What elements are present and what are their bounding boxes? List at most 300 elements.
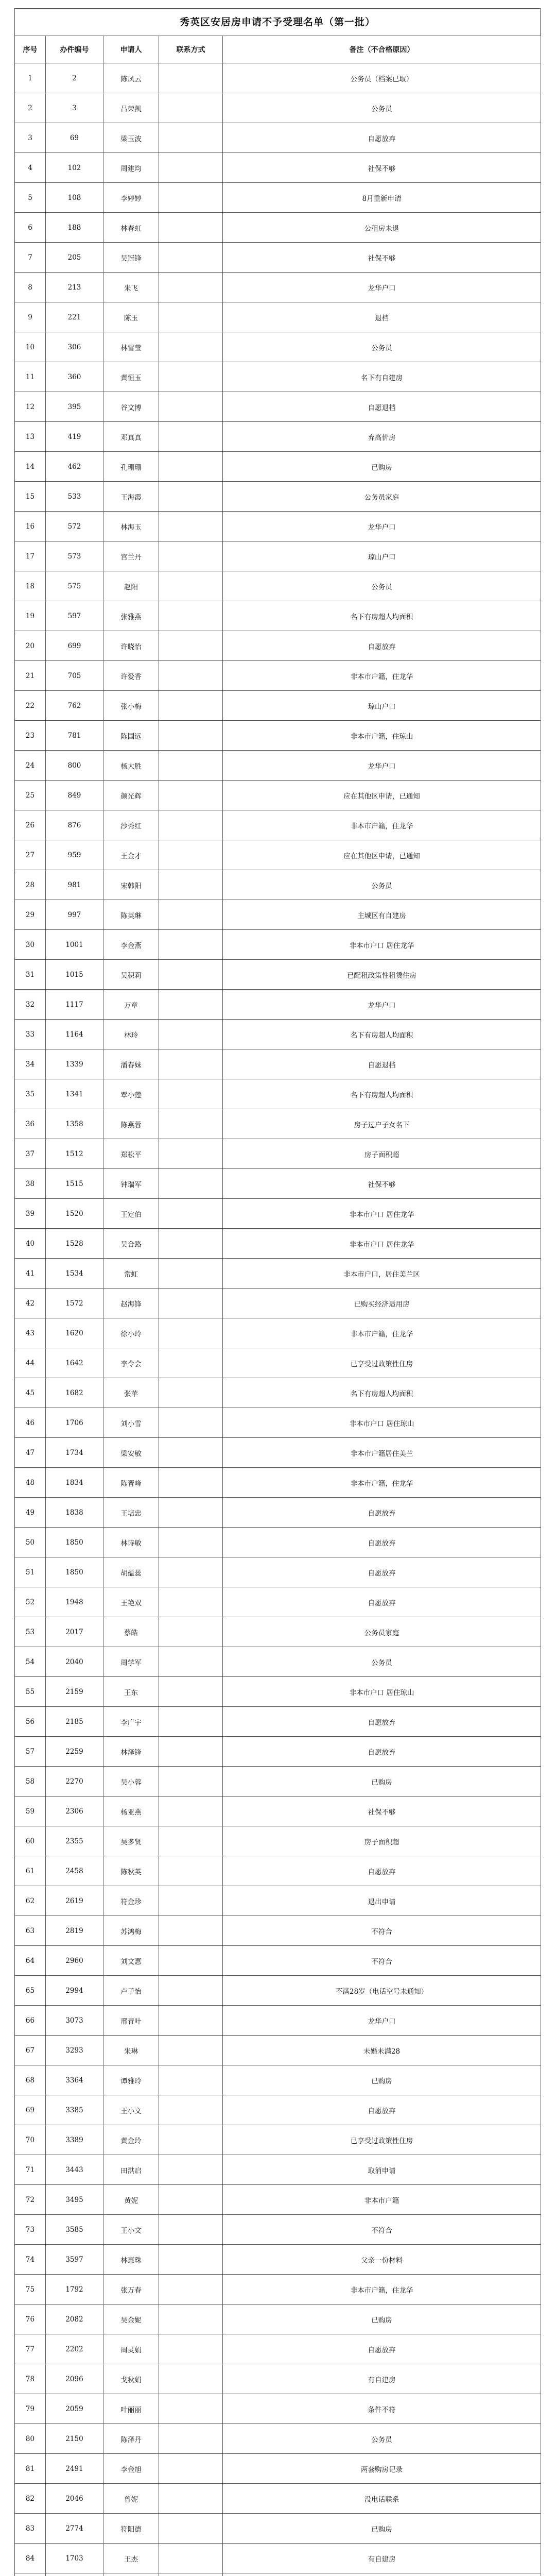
cell-case-number: 597	[46, 601, 103, 631]
cell-case-number: 3597	[46, 2245, 103, 2275]
cell-remarks: 非本市户口，居住美兰区	[223, 1259, 541, 1289]
cell-index: 19	[15, 601, 46, 631]
cell-applicant: 邓真真	[103, 422, 159, 452]
table-row	[15, 153, 541, 183]
cell-index: 57	[15, 1737, 46, 1767]
cell-remarks: 龙华户口	[223, 273, 541, 302]
cell-remarks: 自愿放弃	[223, 2095, 541, 2125]
cell-applicant: 林诗敏	[103, 1528, 159, 1557]
table-row	[15, 1826, 541, 1856]
cell-case-number: 3389	[46, 2125, 103, 2155]
cell-contact	[159, 1229, 223, 1259]
table-row	[15, 422, 541, 452]
cell-case-number: 1015	[46, 960, 103, 990]
cell-remarks: 名下有房超人均面积	[223, 1020, 541, 1049]
table-row	[15, 302, 541, 332]
cell-index: 68	[15, 2065, 46, 2095]
cell-applicant: 钟瑞军	[103, 1169, 159, 1199]
cell-case-number: 3385	[46, 2095, 103, 2125]
cell-case-number: 2082	[46, 2304, 103, 2334]
cell-applicant: 朱飞	[103, 273, 159, 302]
cell-applicant: 吴冠锋	[103, 243, 159, 273]
cell-applicant: 王定伯	[103, 1199, 159, 1229]
cell-applicant: 赵海锋	[103, 1289, 159, 1318]
cell-applicant: 陈泽丹	[103, 2424, 159, 2454]
cell-index: 66	[15, 2006, 46, 2036]
cell-contact	[159, 2155, 223, 2185]
table-row	[15, 1797, 541, 1826]
cell-index: 56	[15, 1707, 46, 1737]
cell-case-number: 205	[46, 243, 103, 273]
table-row	[15, 332, 541, 362]
cell-remarks: 社保不够	[223, 243, 541, 273]
cell-applicant: 陈晋峰	[103, 1468, 159, 1498]
cell-remarks: 已配租政策性租赁住房	[223, 960, 541, 990]
cell-contact	[159, 1557, 223, 1587]
cell-index: 55	[15, 1677, 46, 1707]
cell-applicant: 苏鸿梅	[103, 1916, 159, 1946]
cell-contact	[159, 1677, 223, 1707]
cell-applicant: 王艳双	[103, 1587, 159, 1617]
cell-contact	[159, 1378, 223, 1408]
cell-index: 7	[15, 243, 46, 273]
cell-remarks: 两套购房记录	[223, 2454, 541, 2484]
cell-contact	[159, 1169, 223, 1199]
cell-case-number: 3364	[46, 2065, 103, 2095]
cell-remarks: 龙华户口	[223, 2006, 541, 2036]
table-row	[15, 392, 541, 422]
cell-case-number: 2960	[46, 1946, 103, 1976]
cell-remarks: 房子面积超	[223, 1826, 541, 1856]
cell-contact	[159, 1528, 223, 1557]
cell-case-number: 2150	[46, 2424, 103, 2454]
cell-contact	[159, 1826, 223, 1856]
cell-case-number: 1001	[46, 930, 103, 960]
cell-case-number: 572	[46, 512, 103, 541]
cell-contact	[159, 2304, 223, 2334]
cell-remarks: 应在其他区申请，已通知	[223, 840, 541, 870]
table-row	[15, 601, 541, 631]
table-row	[15, 452, 541, 482]
col-header-remarks: 备注（不合格原因）	[223, 36, 541, 63]
cell-applicant: 赵阳	[103, 571, 159, 601]
cell-contact	[159, 1707, 223, 1737]
cell-remarks: 自愿放弃	[223, 1528, 541, 1557]
cell-index: 18	[15, 571, 46, 601]
cell-remarks: 名下有自建房	[223, 362, 541, 392]
cell-contact	[159, 1259, 223, 1289]
table-row	[15, 2006, 541, 2036]
table-row	[15, 751, 541, 781]
cell-index: 24	[15, 751, 46, 781]
table-row	[15, 1318, 541, 1348]
cell-contact	[159, 1946, 223, 1976]
cell-contact	[159, 2275, 223, 2304]
table-row	[15, 1677, 541, 1707]
cell-applicant: 宋韩阳	[103, 870, 159, 900]
cell-case-number: 1948	[46, 1587, 103, 1617]
cell-applicant: 黄恒玉	[103, 362, 159, 392]
cell-remarks: 名下有房超人均面积	[223, 1378, 541, 1408]
cell-remarks: 条件不符	[223, 2394, 541, 2424]
cell-contact	[159, 661, 223, 691]
table-row	[15, 1617, 541, 1647]
cell-remarks: 房子过户子女名下	[223, 1109, 541, 1139]
cell-applicant: 黄妮	[103, 2185, 159, 2215]
cell-case-number: 1682	[46, 1378, 103, 1408]
cell-index: 1	[15, 63, 46, 93]
cell-applicant: 林玲	[103, 1020, 159, 1049]
table-row	[15, 661, 541, 691]
cell-remarks: 父亲一份材料	[223, 2245, 541, 2275]
cell-index: 77	[15, 2334, 46, 2364]
cell-remarks: 非本市户籍	[223, 2185, 541, 2215]
cell-case-number: 699	[46, 631, 103, 661]
cell-case-number: 3585	[46, 2215, 103, 2245]
cell-applicant: 周建均	[103, 153, 159, 183]
cell-applicant: 王小文	[103, 2095, 159, 2125]
cell-case-number: 2	[46, 63, 103, 93]
cell-case-number: 573	[46, 541, 103, 571]
cell-remarks: 不符合	[223, 1946, 541, 1976]
cell-remarks: 龙华户口	[223, 512, 541, 541]
cell-contact	[159, 1289, 223, 1318]
cell-case-number: 1572	[46, 1289, 103, 1318]
cell-applicant: 田洪启	[103, 2155, 159, 2185]
cell-index: 23	[15, 721, 46, 751]
cell-remarks: 已购买经济适用房	[223, 1289, 541, 1318]
table-row	[15, 1378, 541, 1408]
table-row	[15, 1020, 541, 1049]
cell-contact	[159, 482, 223, 512]
cell-case-number: 2619	[46, 1886, 103, 1916]
cell-applicant: 吕荣凯	[103, 93, 159, 123]
cell-applicant: 陈凤云	[103, 63, 159, 93]
cell-case-number: 2355	[46, 1826, 103, 1856]
cell-applicant: 林海玉	[103, 512, 159, 541]
cell-case-number: 188	[46, 213, 103, 243]
cell-index: 39	[15, 1199, 46, 1229]
cell-contact	[159, 541, 223, 571]
cell-contact	[159, 213, 223, 243]
cell-remarks: 公务员	[223, 571, 541, 601]
cell-applicant: 李金旭	[103, 2454, 159, 2484]
cell-case-number: 3293	[46, 2036, 103, 2065]
cell-case-number: 781	[46, 721, 103, 751]
cell-case-number: 2059	[46, 2394, 103, 2424]
cell-case-number: 306	[46, 332, 103, 362]
cell-remarks: 已购房	[223, 1767, 541, 1797]
cell-case-number: 849	[46, 781, 103, 810]
cell-contact	[159, 810, 223, 840]
cell-index: 20	[15, 631, 46, 661]
table-row	[15, 2484, 541, 2514]
cell-remarks: 琼山户口	[223, 541, 541, 571]
cell-contact	[159, 2573, 223, 2576]
cell-remarks: 自愿放弃	[223, 2334, 541, 2364]
table-row	[15, 2185, 541, 2215]
cell-case-number: 997	[46, 900, 103, 930]
cell-case-number: 2159	[46, 1677, 103, 1707]
cell-remarks: 社保不够	[223, 153, 541, 183]
cell-applicant: 卢子怡	[103, 1976, 159, 2006]
cell-applicant: 吴多贤	[103, 1826, 159, 1856]
cell-remarks	[223, 2573, 541, 2576]
cell-case-number: 1850	[46, 1528, 103, 1557]
cell-applicant: 孔珊珊	[103, 452, 159, 482]
cell-applicant: 刘小雪	[103, 1408, 159, 1438]
cell-index: 11	[15, 362, 46, 392]
cell-contact	[159, 93, 223, 123]
cell-contact	[159, 1976, 223, 2006]
cell-case-number: 1528	[46, 1229, 103, 1259]
cell-remarks: 自愿放弃	[223, 1856, 541, 1886]
cell-case-number: 69	[46, 123, 103, 153]
cell-index: 44	[15, 1348, 46, 1378]
cell-applicant: 林雪莹	[103, 332, 159, 362]
cell-index: 13	[15, 422, 46, 452]
cell-case-number: 395	[46, 392, 103, 422]
cell-applicant: 常虹	[103, 1259, 159, 1289]
table-row	[15, 273, 541, 302]
cell-applicant: 王金才	[103, 840, 159, 870]
cell-applicant: 宫兰丹	[103, 541, 159, 571]
cell-case-number: 1734	[46, 1438, 103, 1468]
cell-remarks: 已购房	[223, 452, 541, 482]
cell-case-number: 1339	[46, 1049, 103, 1079]
cell-applicant: 杨大胜	[103, 751, 159, 781]
cell-contact	[159, 1886, 223, 1916]
cell-case-number: 2774	[46, 2514, 103, 2544]
cell-applicant: 张苹	[103, 1378, 159, 1408]
cell-applicant: 陈燕蓉	[103, 1109, 159, 1139]
cell-remarks: 房子面积超	[223, 1139, 541, 1169]
cell-index: 9	[15, 302, 46, 332]
cell-contact	[159, 2006, 223, 2036]
cell-applicant: 王杰	[103, 2544, 159, 2573]
header-row	[15, 36, 541, 63]
table-row	[15, 1169, 541, 1199]
cell-applicant: 许晓怡	[103, 631, 159, 661]
cell-applicant: 陈秋英	[103, 1856, 159, 1886]
cell-case-number: 2458	[46, 1856, 103, 1886]
cell-contact	[159, 273, 223, 302]
cell-remarks: 有自建房	[223, 2544, 541, 2573]
cell-contact	[159, 1767, 223, 1797]
cell-case-number: 959	[46, 840, 103, 870]
cell-contact	[159, 123, 223, 153]
cell-index: 59	[15, 1797, 46, 1826]
cell-case-number: 3	[46, 93, 103, 123]
cell-case-number: 1838	[46, 1498, 103, 1528]
cell-remarks: 自愿退档	[223, 1049, 541, 1079]
cell-remarks: 自愿放弃	[223, 1737, 541, 1767]
cell-remarks: 主城区有自建房	[223, 900, 541, 930]
table-row	[15, 1229, 541, 1259]
list-title: 秀英区安居房申请不予受理名单（第一批）	[14, 8, 541, 36]
cell-contact	[159, 452, 223, 482]
cell-applicant: 朱琳	[103, 2036, 159, 2065]
cell-applicant: 沙秀红	[103, 810, 159, 840]
cell-index: 74	[15, 2245, 46, 2275]
cell-case-number: 2994	[46, 1976, 103, 2006]
cell-applicant	[103, 2573, 159, 2576]
cell-contact	[159, 2424, 223, 2454]
table-row	[15, 243, 541, 273]
cell-case-number: 2819	[46, 1916, 103, 1946]
cell-remarks: 非本市户口 居住龙华	[223, 930, 541, 960]
table-row	[15, 1767, 541, 1797]
cell-case-number: 1850	[46, 1557, 103, 1587]
cell-case-number: 1512	[46, 1139, 103, 1169]
col-header-index: 序号	[15, 36, 46, 63]
cell-contact	[159, 512, 223, 541]
table-row	[15, 1139, 541, 1169]
cell-contact	[159, 601, 223, 631]
cell-index: 12	[15, 392, 46, 422]
cell-index: 52	[15, 1587, 46, 1617]
cell-remarks: 公务员家庭	[223, 1617, 541, 1647]
cell-contact	[159, 781, 223, 810]
cell-remarks: 公务员	[223, 2424, 541, 2454]
table-row	[15, 2334, 541, 2364]
cell-contact	[159, 362, 223, 392]
table-body	[15, 63, 541, 2576]
cell-contact	[159, 930, 223, 960]
table-row	[15, 1856, 541, 1886]
table-row	[15, 571, 541, 601]
cell-index: 29	[15, 900, 46, 930]
cell-case-number: 1620	[46, 1318, 103, 1348]
cell-contact	[159, 1916, 223, 1946]
table-row	[15, 1707, 541, 1737]
cell-contact	[159, 2394, 223, 2424]
cell-index: 71	[15, 2155, 46, 2185]
cell-applicant: 李婷婷	[103, 183, 159, 213]
cell-applicant: 谭雅玲	[103, 2065, 159, 2095]
cell-applicant: 戈秋娟	[103, 2364, 159, 2394]
cell-index: 79	[15, 2394, 46, 2424]
cell-contact	[159, 422, 223, 452]
cell-case-number: 2040	[46, 1647, 103, 1677]
cell-index: 53	[15, 1617, 46, 1647]
table-row	[15, 1737, 541, 1767]
cell-contact	[159, 960, 223, 990]
cell-index: 83	[15, 2514, 46, 2544]
table-row	[15, 2036, 541, 2065]
cell-applicant: 梁安敏	[103, 1438, 159, 1468]
cell-index: 46	[15, 1408, 46, 1438]
cell-remarks: 自愿放弃	[223, 1498, 541, 1528]
cell-remarks: 已享受过政策性住房	[223, 2125, 541, 2155]
table-row	[15, 870, 541, 900]
cell-contact	[159, 63, 223, 93]
cell-case-number: 1341	[46, 1079, 103, 1109]
cell-applicant: 吴合路	[103, 1229, 159, 1259]
table-row	[15, 930, 541, 960]
cell-case-number: 2306	[46, 1797, 103, 1826]
table-row	[15, 1259, 541, 1289]
table-row	[15, 1976, 541, 2006]
table-row	[15, 512, 541, 541]
cell-remarks: 已购房	[223, 2304, 541, 2334]
cell-index: 4	[15, 153, 46, 183]
table-row	[15, 1438, 541, 1468]
cell-applicant: 林春虹	[103, 213, 159, 243]
cell-index: 25	[15, 781, 46, 810]
cell-index: 45	[15, 1378, 46, 1408]
cell-contact	[159, 2454, 223, 2484]
table-row	[15, 63, 541, 93]
cell-contact	[159, 900, 223, 930]
cell-contact	[159, 571, 223, 601]
cell-contact	[159, 2125, 223, 2155]
cell-applicant: 周学军	[103, 1647, 159, 1677]
cell-contact	[159, 2484, 223, 2514]
cell-case-number: 419	[46, 422, 103, 452]
table-row	[15, 781, 541, 810]
table-row	[15, 362, 541, 392]
cell-remarks: 自愿放弃	[223, 1557, 541, 1587]
table-row	[15, 2514, 541, 2544]
col-header-contact: 联系方式	[159, 36, 223, 63]
cell-index: 32	[15, 990, 46, 1020]
table-row	[15, 1557, 541, 1587]
cell-remarks: 自愿放弃	[223, 1707, 541, 1737]
cell-remarks: 非本市户口 居住龙华	[223, 1229, 541, 1259]
cell-index: 65	[15, 1976, 46, 2006]
cell-case-number: 2046	[46, 2484, 103, 2514]
cell-case-number: 221	[46, 302, 103, 332]
cell-index: 50	[15, 1528, 46, 1557]
table-row	[15, 1647, 541, 1677]
cell-index: 6	[15, 213, 46, 243]
cell-index: 61	[15, 1856, 46, 1886]
cell-case-number: 2096	[46, 2364, 103, 2394]
cell-applicant: 曾妮	[103, 2484, 159, 2514]
cell-case-number: 800	[46, 751, 103, 781]
cell-index: 69	[15, 2095, 46, 2125]
cell-applicant: 李金燕	[103, 930, 159, 960]
cell-remarks: 公务员	[223, 870, 541, 900]
cell-applicant: 郑松平	[103, 1139, 159, 1169]
cell-applicant: 陈国远	[103, 721, 159, 751]
cell-index: 60	[15, 1826, 46, 1856]
rejection-table	[14, 36, 541, 2576]
cell-contact	[159, 1856, 223, 1886]
cell-contact	[159, 2095, 223, 2125]
cell-case-number: 2270	[46, 1767, 103, 1797]
cell-applicant: 杨亚燕	[103, 1797, 159, 1826]
cell-applicant: 李令会	[103, 1348, 159, 1378]
cell-remarks: 没电话联系	[223, 2484, 541, 2514]
cell-remarks: 非本市户籍，住龙华	[223, 661, 541, 691]
cell-applicant: 王东	[103, 1677, 159, 1707]
cell-remarks: 非本市户口 居住琼山	[223, 1408, 541, 1438]
cell-remarks: 非本市户籍，住龙华	[223, 1318, 541, 1348]
cell-remarks: 非本市户口 居住龙华	[223, 1199, 541, 1229]
cell-contact	[159, 751, 223, 781]
cell-case-number: 102	[46, 153, 103, 183]
table-row	[15, 2275, 541, 2304]
cell-remarks: 龙华户口	[223, 990, 541, 1020]
cell-index: 62	[15, 1886, 46, 1916]
cell-applicant: 梁玉波	[103, 123, 159, 153]
table-row	[15, 213, 541, 243]
cell-applicant: 黄金玲	[103, 2125, 159, 2155]
table-row	[15, 960, 541, 990]
cell-contact	[159, 243, 223, 273]
